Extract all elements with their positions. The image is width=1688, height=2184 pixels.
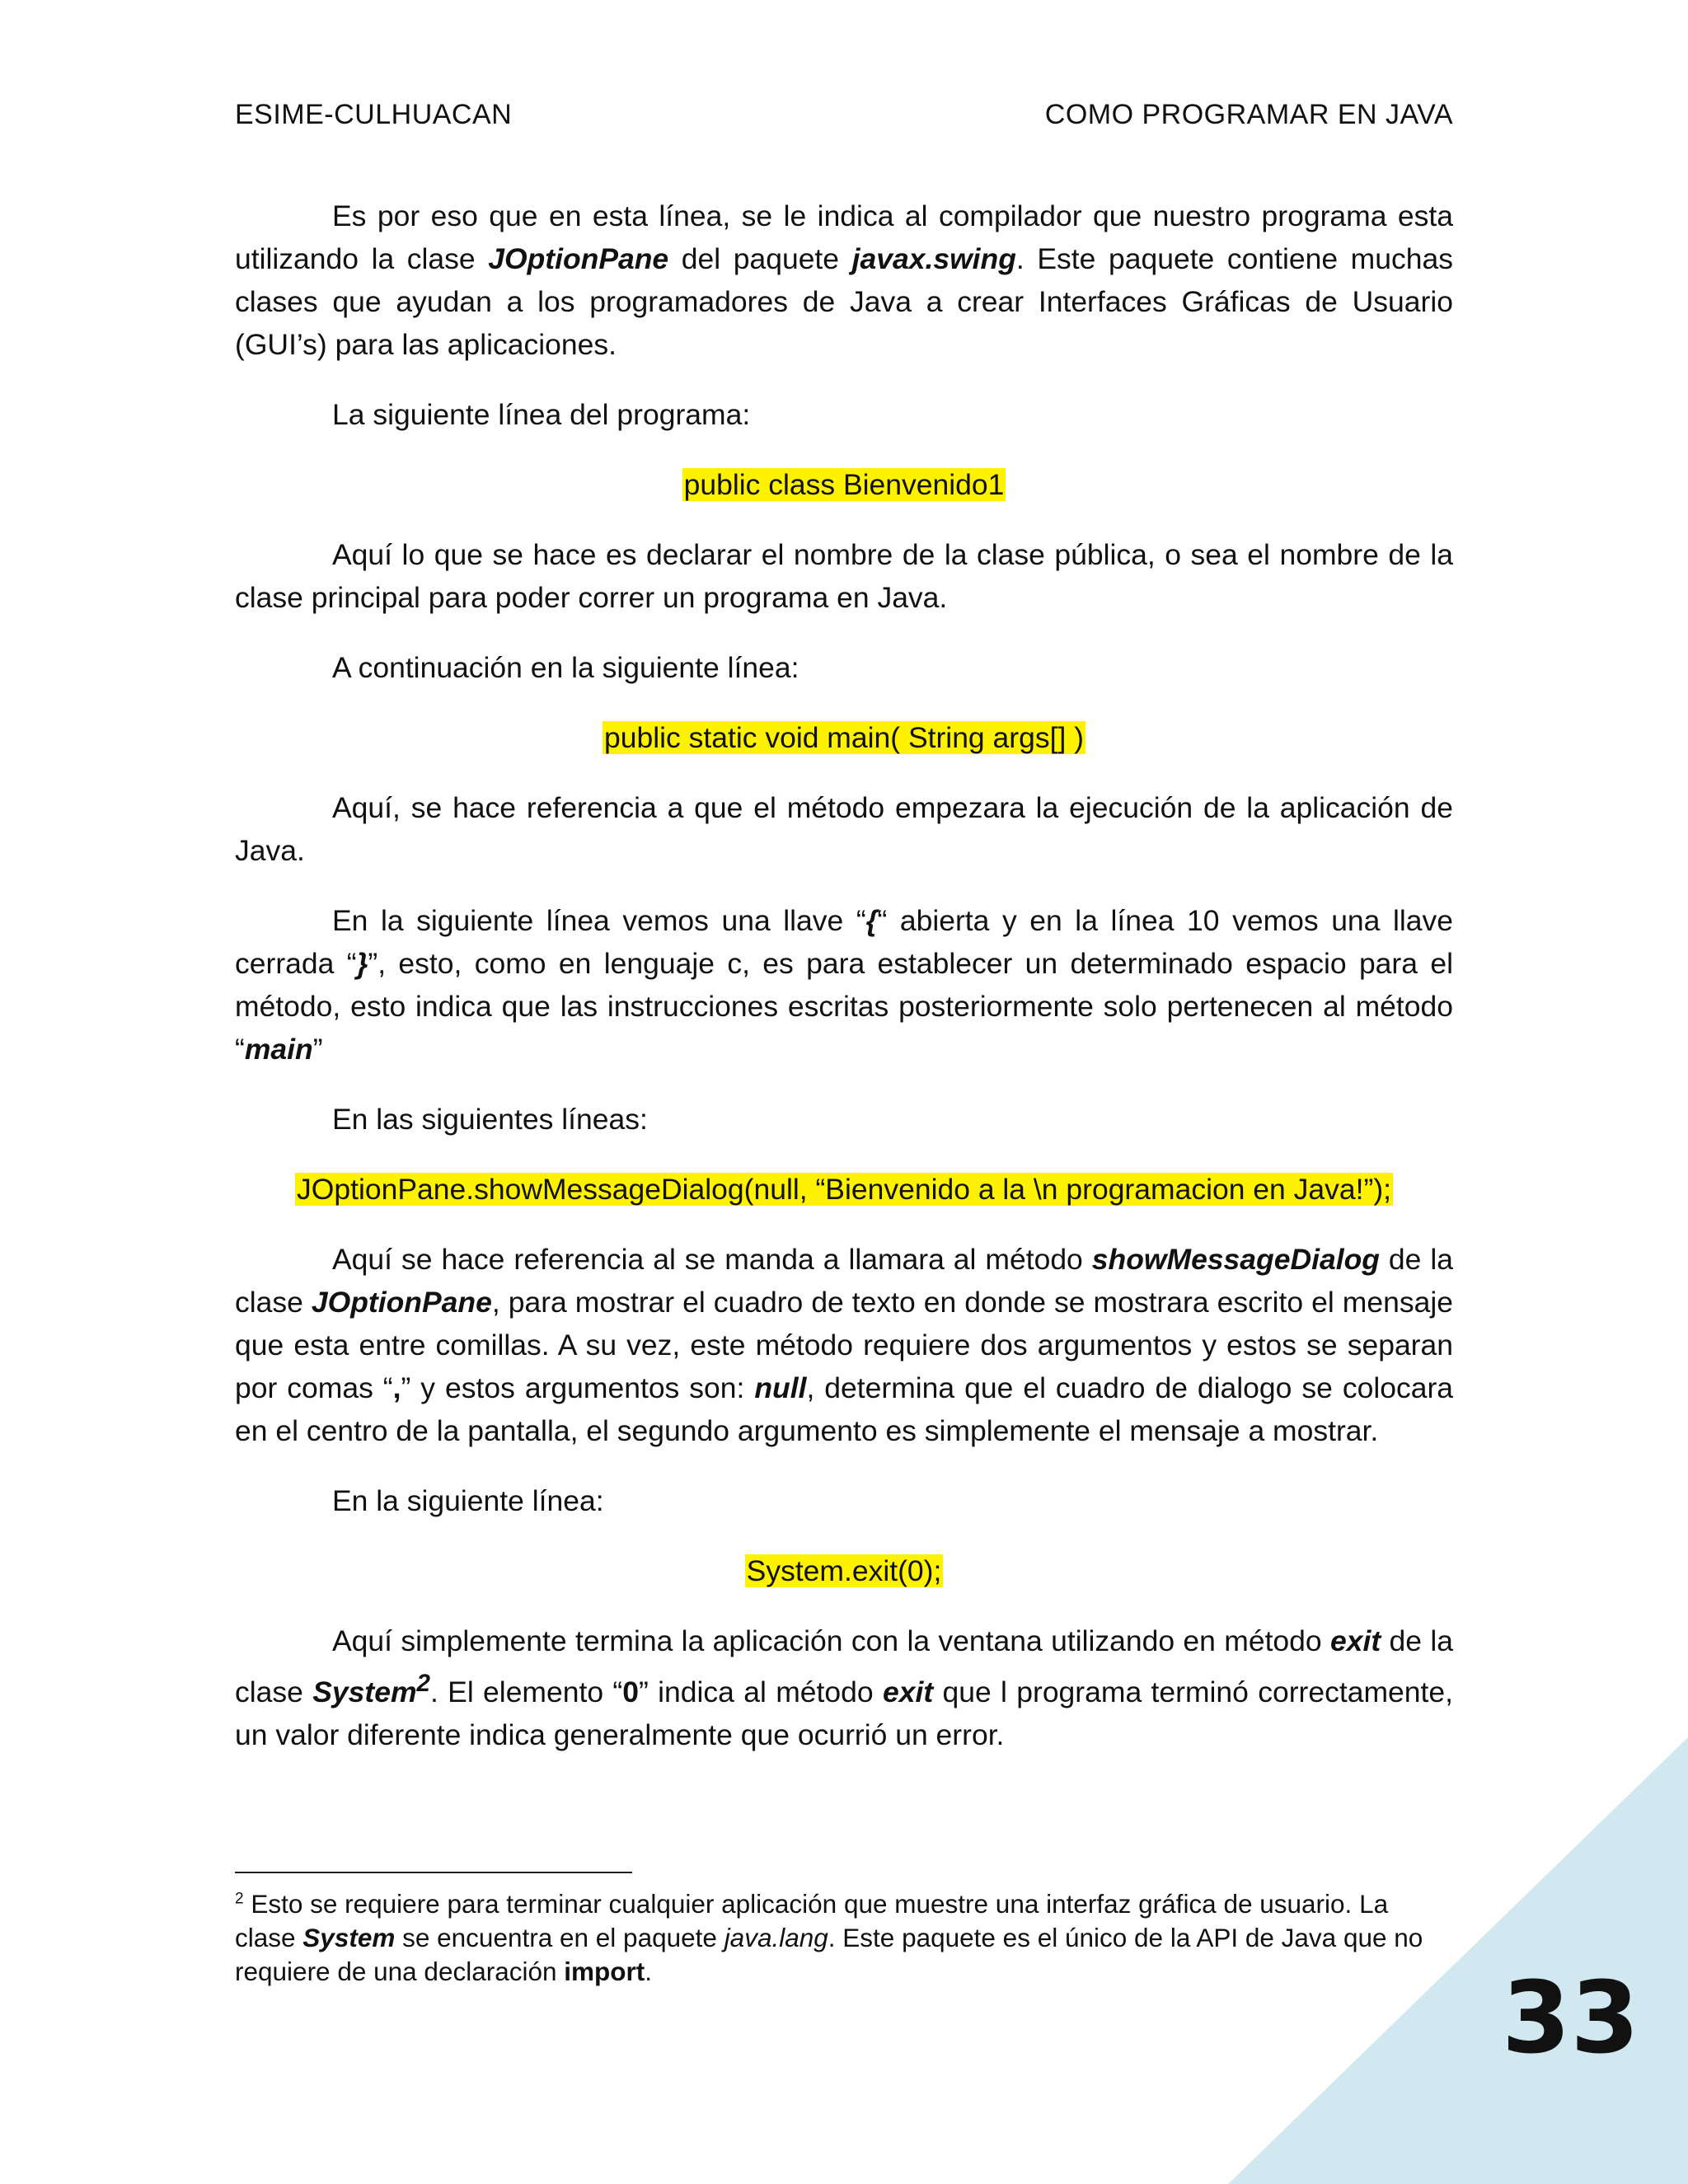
page-number: 33 bbox=[1502, 1961, 1639, 2076]
highlighted-code: JOptionPane.showMessageDialog(null, “Bienvenido a la \n programacion en Java!”); bbox=[296, 1173, 1392, 1206]
footnote-separator bbox=[235, 1872, 632, 1873]
bold-term: import bbox=[564, 1957, 645, 1986]
bold-term: main bbox=[244, 1033, 313, 1066]
paragraph-5: Aquí, se hace referencia a que el método empezara la ejecución de la aplicación de Java. bbox=[235, 791, 1453, 867]
footnote: $^2$ Esto se requiere para terminar cualquier aplicación que muestre una interfaz gráfica de usuario. La clase System se encuentra en el paquete java.lang. Este paquete es el único de la API de Java que no requiere de una declaración import. bbox=[235, 1889, 1423, 1986]
paragraph-10: Aquí simplemente termina la aplicación con la ventana utilizando en método exit de la clase System$^2$. El elemento “0” indica al método exit que l programa terminó correctamente, un valor diferente indica generalmente que ocurrió un error. bbox=[235, 1624, 1453, 1751]
bold-term: JOptionPane bbox=[311, 1286, 492, 1319]
corner-decoration bbox=[1228, 1737, 1688, 2184]
header-right: COMO PROGRAMAR EN JAVA bbox=[1044, 99, 1453, 130]
bold-term: 0 bbox=[622, 1675, 640, 1708]
bold-term: JOptionPane bbox=[488, 242, 669, 275]
code-line-4 bbox=[235, 1549, 1453, 1592]
paragraph-9: En la siguiente línea: bbox=[332, 1484, 604, 1517]
bold-term: showMessageDialog bbox=[1091, 1243, 1380, 1276]
footnote-number: 2 bbox=[235, 1890, 244, 1908]
page-body bbox=[235, 194, 1453, 1783]
footnote-ref: 2 bbox=[416, 1670, 430, 1697]
header-left: ESIME-CULHUACAN bbox=[235, 99, 513, 130]
bold-term: System bbox=[312, 1675, 417, 1708]
paragraph-1: Es por eso que en esta línea, se le indica al compilador que nuestro programa esta utilizando la clase JOptionPane del paquete javax.swing. Este paquete contiene muchas clases que ayudan a los programadores de Java a crear Interfaces Gráficas de Usuario (GUI’s) para las aplicaciones. bbox=[235, 199, 1453, 361]
highlighted-code: System.exit(0); bbox=[746, 1554, 942, 1587]
paragraph-7: En las siguientes líneas: bbox=[332, 1103, 648, 1136]
paragraph-6: En la siguiente línea vemos una llave “{“ abierta y en la línea 10 vemos una llave cerrada “}”, esto, como en lenguaje c, es para establecer un determinado espacio para el método, esto indica que las instrucciones escritas posteriormente solo pertenecen al método “main” bbox=[235, 904, 1453, 1066]
code-line-2 bbox=[235, 716, 1453, 759]
code-line-3 bbox=[235, 1168, 1453, 1211]
bold-term: , bbox=[392, 1371, 401, 1404]
paragraph-3: Aquí lo que se hace es declarar el nombre de la clase pública, o sea el nombre de la clase principal para poder correr un programa en Java. bbox=[235, 538, 1453, 614]
bold-term: exit bbox=[1330, 1624, 1381, 1657]
bold-term: exit bbox=[882, 1675, 934, 1708]
italic-term: java.lang bbox=[724, 1923, 828, 1952]
paragraph-8: Aquí se hace referencia al se manda a llamara al método showMessageDialog de la clase JOptionPane, para mostrar el cuadro de texto en donde se mostrara escrito el mensaje que esta entre comillas. A su vez, este método requiere dos argumentos y estos se separan por comas “,” y estos argumentos son: null, determina que el cuadro de dialogo se colocara en el centro de la pantalla, el segundo argumento es simplemente el mensaje a mostrar. bbox=[235, 1243, 1454, 1447]
bold-term: { bbox=[865, 904, 878, 937]
paragraph-4: A continuación en la siguiente línea: bbox=[332, 651, 799, 684]
bold-term: } bbox=[356, 947, 368, 980]
bold-term: javax.swing bbox=[851, 242, 1016, 275]
highlighted-code: public class Bienvenido1 bbox=[683, 468, 1005, 501]
paragraph-2: La siguiente línea del programa: bbox=[332, 398, 751, 431]
highlighted-code: public static void main( String args[] ) bbox=[603, 721, 1085, 754]
bold-term: null bbox=[754, 1371, 807, 1404]
corner-triangle-shape bbox=[1228, 1737, 1688, 2184]
bold-term: System bbox=[302, 1923, 396, 1952]
code-line-1 bbox=[235, 463, 1453, 506]
